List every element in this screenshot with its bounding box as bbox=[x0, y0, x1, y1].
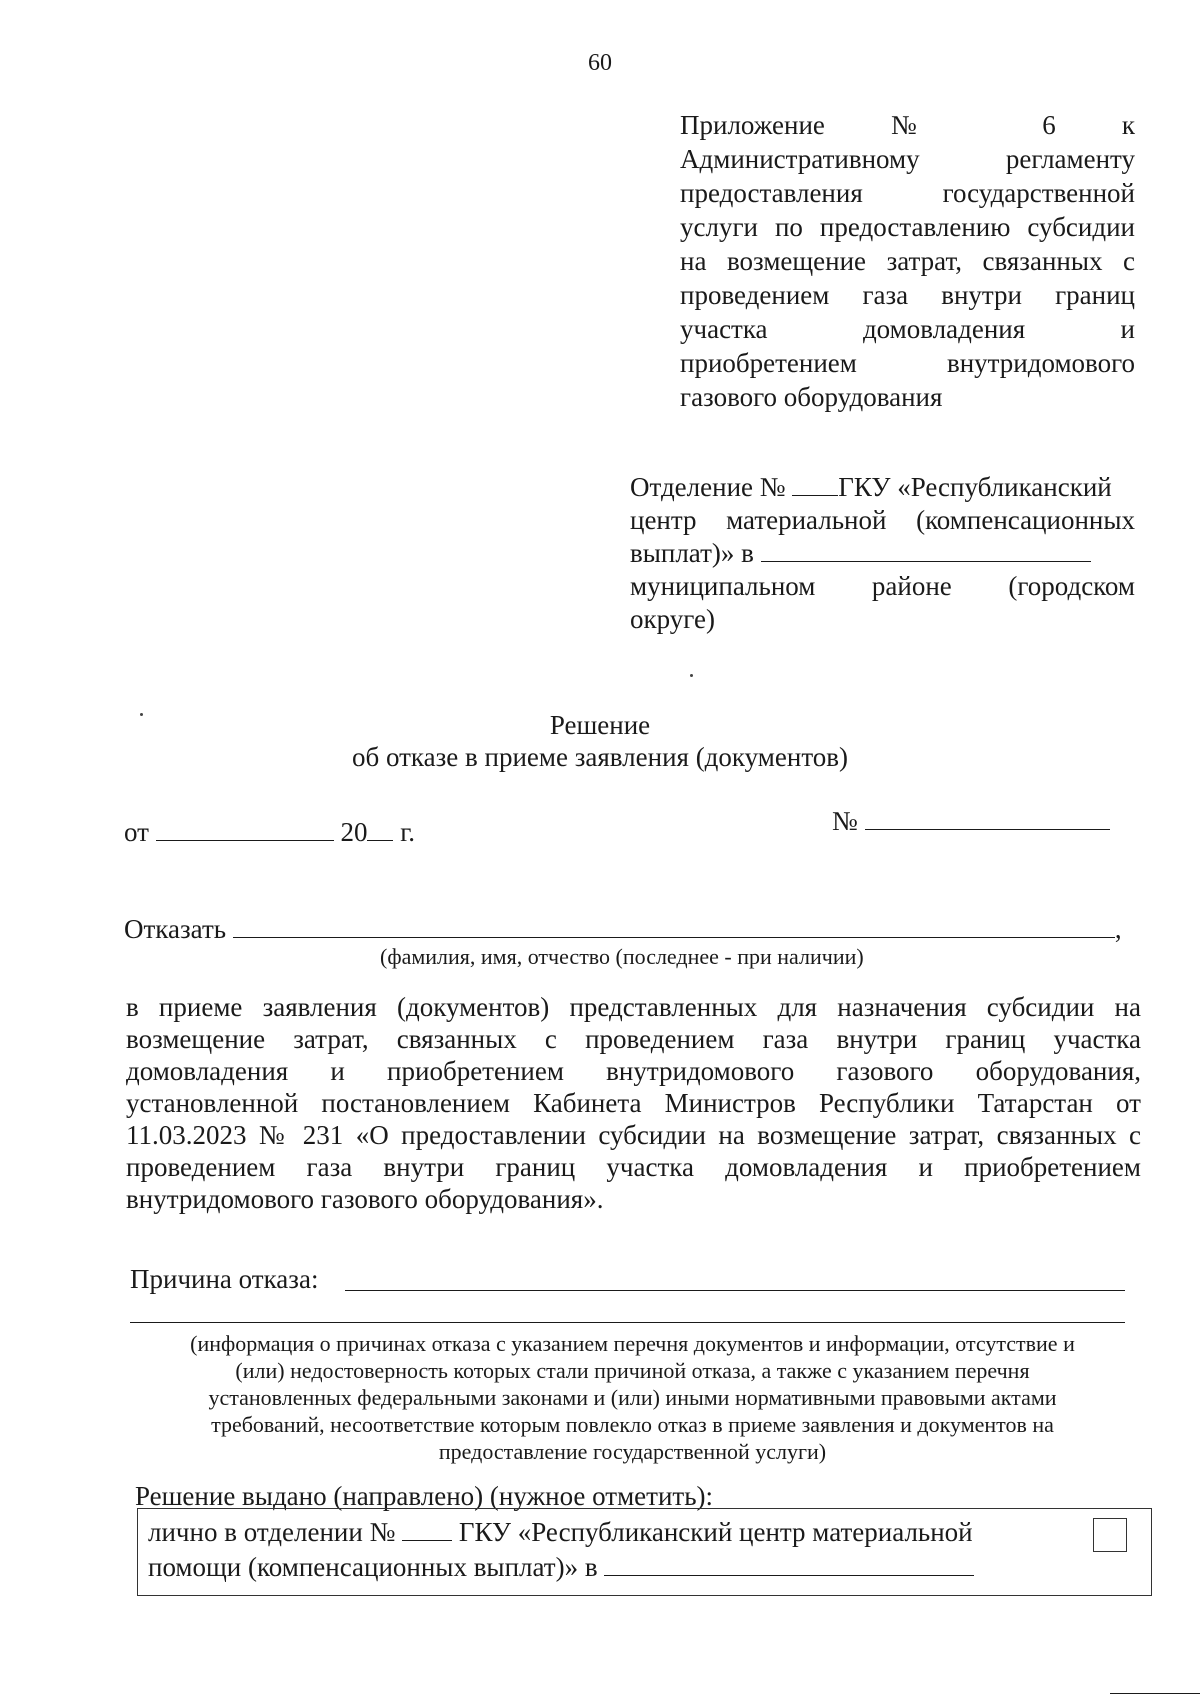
issued-department-number-field[interactable] bbox=[402, 1516, 452, 1541]
reason-field-line-1[interactable] bbox=[345, 1290, 1125, 1291]
refuse-row bbox=[124, 912, 1122, 946]
decision-number-field[interactable] bbox=[865, 805, 1110, 830]
body-line: установленной постановлением Кабинета Министров Республики Татарстан от bbox=[126, 1088, 1141, 1118]
body-line: возмещение затрат, связанных с проведением газа внутри границ участка bbox=[126, 1024, 1141, 1054]
date-year-prefix: 20 bbox=[340, 817, 368, 847]
appendix-header bbox=[680, 108, 1135, 414]
body-line: внутридомового газового оборудования». bbox=[126, 1184, 604, 1214]
decision-title: Решение bbox=[549, 710, 651, 740]
decision-number-row bbox=[832, 804, 1110, 838]
department-org-name: ГКУ «Республиканский bbox=[838, 472, 1112, 502]
issued-label: Решение выдано (направлено) (нужное отметить): bbox=[135, 1481, 714, 1511]
issued-option-1-line-2 bbox=[148, 1550, 974, 1584]
applicant-name-field[interactable] bbox=[233, 913, 1115, 938]
department-in-label: выплат)» в bbox=[630, 538, 754, 568]
appendix-line: участка домовладения и bbox=[680, 314, 1135, 344]
reason-field-line-2[interactable] bbox=[130, 1322, 1125, 1323]
refuse-label: Отказать bbox=[124, 914, 227, 944]
department-line-4: муниципальном районе (городском bbox=[630, 571, 1135, 601]
appendix-line: предоставления государственной bbox=[680, 178, 1135, 208]
page-edge-line bbox=[1110, 1693, 1200, 1694]
reason-hint-line: (информация о причинах отказа с указанием перечня документов и информации, отсутствие и bbox=[190, 1331, 1075, 1356]
issued-option-1-checkbox[interactable] bbox=[1093, 1518, 1127, 1552]
department-line-5: округе) bbox=[630, 604, 715, 634]
decision-number-label: № bbox=[832, 806, 858, 836]
reason-hint-line: установленных федеральными законами и (или) иными нормативными правовыми актами bbox=[208, 1385, 1057, 1410]
appendix-line: приобретением внутридомового bbox=[680, 348, 1135, 378]
date-year-field[interactable] bbox=[367, 816, 393, 841]
appendix-line: на возмещение затрат, связанных с bbox=[680, 246, 1135, 276]
department-line-1 bbox=[630, 470, 1135, 503]
date-field[interactable] bbox=[156, 816, 334, 841]
department-line-3 bbox=[630, 536, 1135, 569]
appendix-line: Приложение № 6 к bbox=[680, 110, 1135, 140]
department-line-2: центр материальной (компенсационных bbox=[630, 505, 1135, 535]
issued-option-1-in-label: помощи (компенсационных выплат)» в bbox=[148, 1552, 598, 1582]
reason-hint-line: предоставление государственной услуги) bbox=[438, 1439, 827, 1464]
department-addressee bbox=[630, 470, 1135, 635]
issued-option-1-org: ГКУ «Республиканский центр материальной bbox=[458, 1517, 973, 1547]
appendix-line: проведением газа внутри границ bbox=[680, 280, 1135, 310]
body-line: 11.03.2023 № 231 «О предоставлении субсидии на возмещение затрат, связанных с bbox=[126, 1120, 1141, 1150]
date-prefix: от bbox=[124, 817, 149, 847]
reason-hint bbox=[130, 1330, 1135, 1465]
reason-row bbox=[130, 1262, 318, 1296]
issued-district-field[interactable] bbox=[604, 1551, 974, 1576]
page-number: 60 bbox=[588, 50, 612, 76]
reason-hint-line: (или) недостоверность которых стали причиной отказа, а также с указанием перечня bbox=[235, 1358, 1030, 1383]
decision-subtitle: об отказе в приеме заявления (документов) bbox=[351, 742, 849, 772]
department-number-field[interactable] bbox=[792, 471, 838, 496]
appendix-line: услуги по предоставлению субсидии bbox=[680, 212, 1135, 242]
department-number-label: Отделение № bbox=[630, 472, 786, 502]
issued-option-1-prefix: лично в отделении № bbox=[148, 1517, 396, 1547]
decision-date-row bbox=[124, 815, 415, 849]
appendix-line: газового оборудования bbox=[680, 382, 943, 412]
issued-option-1-line-1 bbox=[148, 1515, 973, 1549]
department-district-field[interactable] bbox=[761, 537, 1091, 562]
refusal-body bbox=[126, 990, 1141, 1214]
appendix-line: Административному регламенту bbox=[680, 144, 1135, 174]
body-line: проведением газа внутри границ участка домовладения и приобретением bbox=[126, 1152, 1141, 1182]
body-line: домовладения и приобретением внутридомового газового оборудования, bbox=[126, 1056, 1141, 1086]
date-suffix: г. bbox=[400, 817, 415, 847]
scan-speck bbox=[690, 674, 693, 677]
applicant-name-hint: (фамилия, имя, отчество (последнее - при наличии) bbox=[380, 944, 864, 969]
body-line: в приеме заявления (документов) представленных для назначения субсидии на bbox=[126, 992, 1141, 1022]
reason-hint-line: требований, несоответствие которым повлекло отказ в приеме заявления и документов на bbox=[211, 1412, 1054, 1437]
reason-label: Причина отказа: bbox=[130, 1264, 319, 1294]
refuse-comma: , bbox=[1114, 914, 1122, 944]
